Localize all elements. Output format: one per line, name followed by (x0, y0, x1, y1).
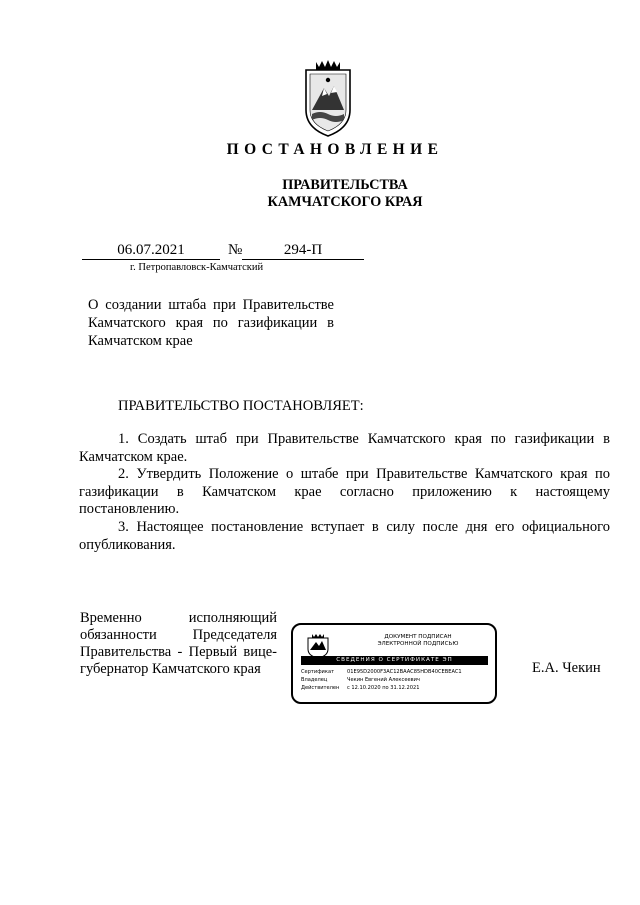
stamp-row-value: 01E95D2000F3AC12BAAC85HDB40CEBEAC1 (347, 669, 462, 675)
signer-position (80, 610, 277, 678)
stamp-heading (353, 634, 483, 648)
paragraph: 3. Настоящее постановление вступает в силу после дня его официального опубликования. (79, 518, 610, 553)
decree-heading: ПРАВИТЕЛЬСТВО ПОСТАНОВЛЯЕТ: (118, 398, 364, 414)
signer-line: Временно исполняющий (80, 610, 277, 626)
city-label: г. Петропавловск-Камчатский (130, 262, 264, 273)
stamp-certificate-bar: СВЕДЕНИЯ О СЕРТИФИКАТЕ ЭП (301, 656, 488, 665)
stamp-row-key: Сертификат (301, 669, 335, 675)
subject-line: Камчатского края по газификации в (88, 315, 334, 331)
stamp-row-validity (301, 685, 419, 691)
document-body (79, 431, 610, 554)
subject-line: О создании штаба при Правительстве (88, 297, 334, 313)
document-subject (88, 296, 334, 350)
stamp-row-key: Владелец (301, 677, 328, 683)
paragraph: 2. Утвердить Положение о штабе при Правительстве Камчатского края по газификации в Камчатском крае согласно приложению к настоящему постановлению. (79, 466, 610, 518)
stamp-row-key: Действителен (301, 685, 340, 691)
stamp-row-certificate (301, 669, 462, 675)
signer-name: Е.А. Чекин (532, 660, 601, 676)
stamp-heading-line: ДОКУМЕНТ ПОДПИСАН (384, 634, 452, 640)
signer-line: обязанности Председателя (80, 627, 277, 643)
number-sign: № (228, 242, 243, 258)
stamp-row-value: с 12.10.2020 по 31.12.2021 (347, 685, 420, 691)
document-number: 294-П (242, 242, 364, 260)
paragraph: 1. Создать штаб при Правительстве Камчатского края по газификации в Камчатском крае. (79, 431, 610, 465)
stamp-row-owner (301, 677, 420, 683)
signer-line: губернатор Камчатского края (80, 661, 261, 677)
issuer-line-1: ПРАВИТЕЛЬСТВА (282, 177, 408, 193)
document-title: ПОСТАНОВЛЕНИЕ (226, 141, 444, 158)
document-date: 06.07.2021 (82, 242, 220, 260)
stamp-heading-line: ЭЛЕКТРОННОЙ ПОДПИСЬЮ (377, 641, 459, 647)
stamp-row-value: Чекин Евгений Алексеевич (347, 677, 420, 683)
subject-line: Камчатском крае (88, 333, 193, 349)
issuer-line-2: КАМЧАТСКОГО КРАЯ (267, 194, 423, 210)
coat-of-arms-emblem (300, 58, 356, 138)
electronic-signature-stamp (291, 623, 497, 704)
signer-line: Правительства - Первый вице- (80, 644, 277, 660)
